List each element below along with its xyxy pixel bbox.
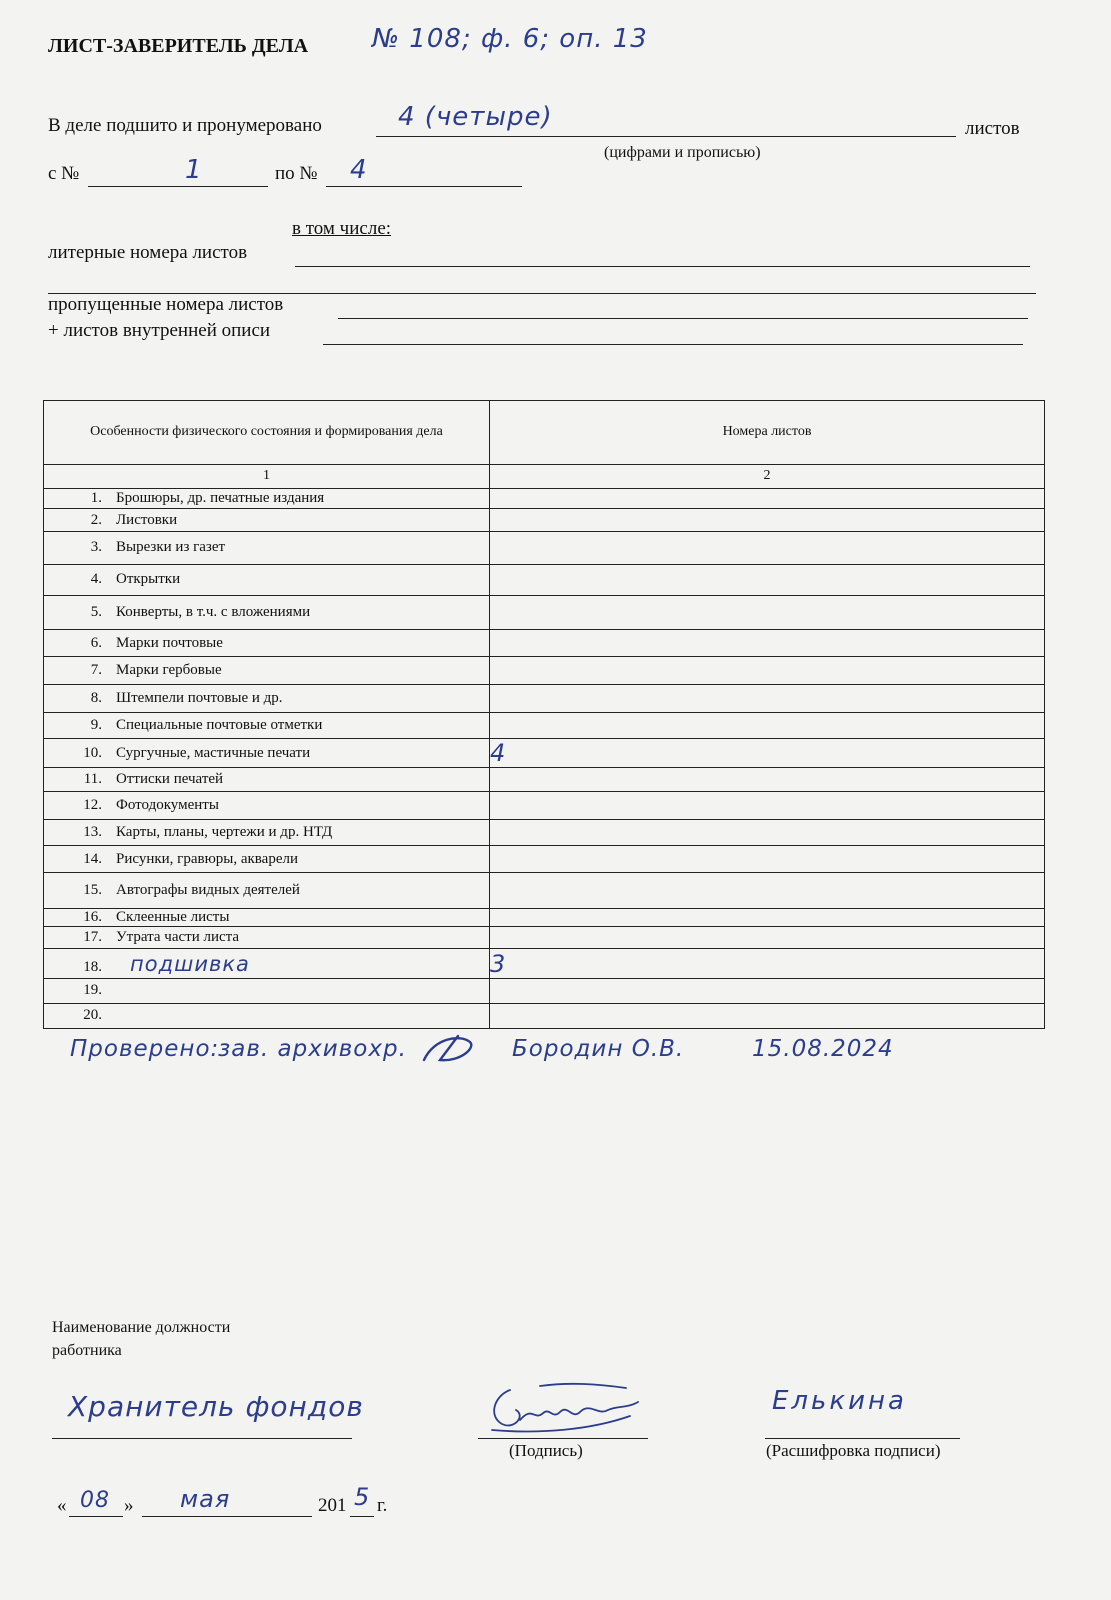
row-label: Специальные почтовые отметки [116,717,323,734]
table-row [44,488,1045,508]
row-number: 19. [83,982,102,999]
date-open-quote: « [57,1495,67,1516]
table-row [44,630,1045,657]
row-value [490,1003,1045,1028]
decode-underline [765,1438,960,1439]
date-year-digit: 5 [354,1483,371,1511]
year-underline [350,1516,374,1517]
table-row [44,684,1045,712]
signature-underline [478,1438,648,1439]
row-value [490,791,1045,819]
row-number: 10. [83,744,102,761]
row-number: 14. [83,850,102,867]
row-number: 8. [90,689,102,706]
row-number: 17. [83,928,102,945]
row-number: 5. [90,603,102,620]
row-label: Карты, планы, чертежи и др. НТД [116,824,333,841]
row-value [490,846,1045,873]
from-label: с № [48,163,80,184]
signature-mark [480,1380,650,1445]
filed-unit: листов [965,118,1020,139]
position-label-line2: работника [52,1342,122,1359]
condition-table [43,400,1045,1029]
row-value [490,509,1045,532]
missing-numbers-line [338,318,1028,319]
row-value [490,908,1045,926]
row-label: Марки почтовые [116,634,223,651]
row-label: Сургучные, мастичные печати [116,744,311,761]
filed-hint: (цифрами и прописью) [604,144,761,161]
row-label: Оттиски печатей [116,771,224,788]
table-row [44,595,1045,629]
col1-header: Особенности физического состояния и формирования дела [44,401,490,465]
row-number: 11. [83,771,102,788]
decode-label: (Расшифровка подписи) [766,1441,941,1460]
document-title: ЛИСТ-ЗАВЕРИТЕЛЬ ДЕЛА [48,35,309,57]
row-number: 1. [90,489,102,506]
month-underline [142,1516,312,1517]
row-number: 7. [90,662,102,678]
table-header-row [44,401,1045,465]
table-row [44,564,1045,595]
table-row [44,873,1045,908]
date-month: мая [180,1485,231,1513]
table-row [44,846,1045,873]
row-label: Автографы видных деятелей [116,882,300,899]
row-label: подшивка [130,951,250,976]
col2-header: Номера листов [490,401,1045,465]
from-value: 1 [185,155,203,185]
including-heading: в том числе: [292,218,392,239]
table-row [44,532,1045,564]
table-row [44,819,1045,845]
checked-note-date: 15.08.2024 [752,1036,894,1062]
date-year-prefix: 201 [318,1495,347,1516]
table-colnum-row [44,464,1045,488]
decode-value: Елькина [772,1386,907,1416]
row-number: 9. [90,717,102,734]
position-underline [52,1438,352,1439]
table-row [44,979,1045,1003]
letter-numbers-line [295,266,1030,267]
table-row [44,1003,1045,1028]
position-value: Хранитель фондов [68,1390,364,1423]
row-label: Штемпели почтовые и др. [116,689,283,706]
row-value [490,979,1045,1003]
row-number: 4. [90,571,102,588]
checked-note-name: Бородин О.В. [512,1036,685,1062]
table-row [44,926,1045,948]
row-value [490,768,1045,791]
row-value [490,657,1045,684]
row-number: 3. [90,539,102,556]
row-label: Фотодокументы [116,796,219,813]
row-number: 15. [83,882,102,899]
row-number: 20. [83,1007,102,1024]
table-row [44,509,1045,532]
inner-inventory-label: + листов внутренней описи [48,320,271,341]
checked-note-position: зав. архивохр. [218,1036,407,1062]
row-number: 13. [83,824,102,841]
table-row [44,949,1045,979]
row-label: Склеенные листы [116,908,230,925]
date-year-suffix: г. [377,1495,388,1516]
row-number: 18. [83,958,102,975]
table-row [44,657,1045,684]
date-day: 08 [80,1488,110,1513]
from-underline [88,186,268,187]
row-value [490,873,1045,908]
row-value [490,532,1045,564]
row-value [490,926,1045,948]
position-label-line1: Наименование должности [52,1319,231,1336]
row-value: 3 [490,949,1045,979]
filed-underline [376,136,956,137]
case-reference: № 108; ф. 6; оп. 13 [372,24,648,54]
missing-numbers-label: пропущенные номера листов [48,294,284,315]
date-close-quote: » [124,1495,134,1516]
row-label: Марки гербовые [116,662,222,678]
table-row [44,712,1045,738]
row-label: Рисунки, гравюры, акварели [116,850,299,867]
row-label: Вырезки из газет [116,539,226,556]
col1-number: 1 [44,464,490,488]
letter-numbers-label: литерные номера листов [48,242,248,263]
filed-label: В деле подшито и пронумеровано [48,115,322,136]
to-label: по № [275,163,318,184]
row-number: 16. [83,908,102,925]
row-number: 6. [90,634,102,651]
row-label: Листовки [116,511,178,528]
row-number: 2. [90,511,102,528]
signature-label: (Подпись) [509,1441,583,1460]
row-value [490,819,1045,845]
row-label: Утрата части листа [116,928,240,945]
col2-number: 2 [490,464,1045,488]
row-value [490,630,1045,657]
day-underline [69,1516,123,1517]
table-row [44,739,1045,768]
row-number: 12. [83,796,102,813]
row-value [490,595,1045,629]
row-label: Открытки [116,571,181,588]
row-value [490,564,1045,595]
table-row [44,768,1045,791]
table-row [44,791,1045,819]
checked-note-label: Проверено: [70,1036,220,1062]
table-row [44,908,1045,926]
row-label: Брошюры, др. печатные издания [116,489,325,506]
row-value [490,712,1045,738]
to-underline [326,186,522,187]
checked-note-signature [420,1032,476,1071]
inner-inventory-line [323,344,1023,345]
row-value [490,684,1045,712]
row-value [490,488,1045,508]
filed-value: 4 (четыре) [398,102,553,132]
to-value: 4 [350,155,368,185]
row-value: 4 [490,739,1045,768]
row-label: Конверты, в т.ч. с вложениями [116,603,311,620]
